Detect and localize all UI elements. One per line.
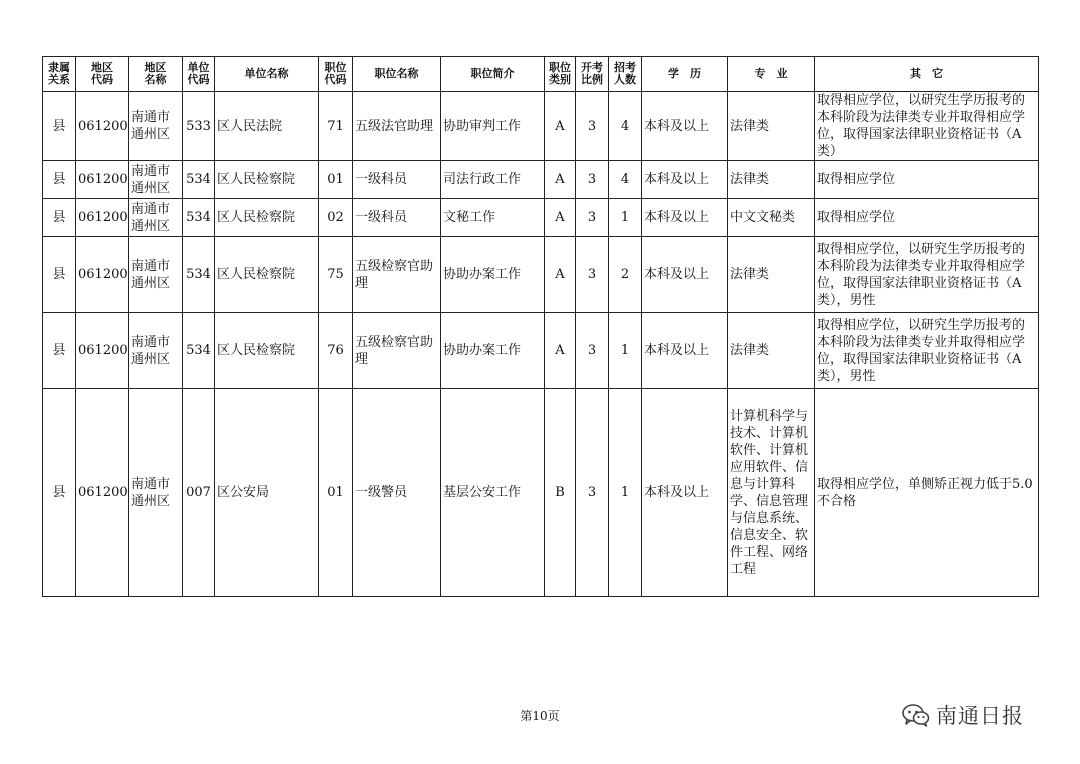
- cell-post-desc: 基层公安工作: [441, 389, 545, 597]
- cell-post-desc: 协助办案工作: [441, 313, 545, 389]
- cell-count: 1: [609, 389, 642, 597]
- cell-level: 县: [43, 161, 76, 199]
- column-header-unit-name: 单位名称: [215, 57, 319, 92]
- cell-education: 本科及以上: [642, 199, 728, 237]
- cell-unit-code: 007: [183, 389, 215, 597]
- cell-post-name: 五级检察官助理: [353, 237, 441, 313]
- job-table: [42, 56, 1039, 597]
- table-row: [43, 161, 1039, 199]
- cell-post-type: A: [545, 313, 576, 389]
- cell-post-code: 01: [319, 389, 353, 597]
- table-body: [43, 92, 1039, 597]
- column-header-post-type: 职位 类别: [545, 57, 576, 92]
- cell-region-name: 南通市通州区: [129, 161, 183, 199]
- cell-post-name: 一级科员: [353, 161, 441, 199]
- cell-ratio: 3: [576, 313, 609, 389]
- cell-other: 取得相应学位: [815, 199, 1039, 237]
- cell-other: 取得相应学位，单侧矫正视力低于5.0不合格: [815, 389, 1039, 597]
- cell-post-name: 一级警员: [353, 389, 441, 597]
- cell-unit-name: 区人民检察院: [215, 237, 319, 313]
- cell-post-type: A: [545, 161, 576, 199]
- cell-post-desc: 文秘工作: [441, 199, 545, 237]
- watermark-text: 南通日报: [936, 704, 1024, 728]
- cell-major: 中文文秘类: [728, 199, 815, 237]
- cell-level: 县: [43, 199, 76, 237]
- cell-count: 4: [609, 92, 642, 161]
- cell-region-code: 061200: [76, 199, 129, 237]
- cell-post-type: B: [545, 389, 576, 597]
- cell-education: 本科及以上: [642, 313, 728, 389]
- cell-post-desc: 司法行政工作: [441, 161, 545, 199]
- cell-other: 取得相应学位，以研究生学历报考的本科阶段为法律类专业并取得相应学位，取得国家法律职业资格证书（A类）: [815, 92, 1039, 161]
- cell-post-type: A: [545, 199, 576, 237]
- cell-count: 2: [609, 237, 642, 313]
- cell-count: 1: [609, 199, 642, 237]
- cell-post-code: 02: [319, 199, 353, 237]
- table-row: [43, 389, 1039, 597]
- cell-major: 法律类: [728, 161, 815, 199]
- cell-level: 县: [43, 237, 76, 313]
- cell-post-type: A: [545, 237, 576, 313]
- column-header-post-name: 职位名称: [353, 57, 441, 92]
- cell-education: 本科及以上: [642, 237, 728, 313]
- cell-unit-code: 534: [183, 313, 215, 389]
- column-header-major: 专 业: [728, 57, 815, 92]
- table-row: [43, 313, 1039, 389]
- page-number: 第10页: [520, 709, 560, 723]
- table-row: [43, 199, 1039, 237]
- cell-ratio: 3: [576, 161, 609, 199]
- cell-unit-name: 区人民检察院: [215, 313, 319, 389]
- column-header-level: 隶属 关系: [43, 57, 76, 92]
- cell-level: 县: [43, 313, 76, 389]
- cell-post-name: 五级法官助理: [353, 92, 441, 161]
- cell-region-code: 061200: [76, 92, 129, 161]
- cell-unit-code: 534: [183, 199, 215, 237]
- cell-major: 计算机科学与技术、计算机软件、计算机应用软件、信息与计算科学、信息管理与信息系统、信息安全、软件工程、网络工程: [728, 389, 815, 597]
- cell-unit-code: 533: [183, 92, 215, 161]
- cell-post-name: 一级科员: [353, 199, 441, 237]
- cell-ratio: 3: [576, 92, 609, 161]
- cell-post-code: 75: [319, 237, 353, 313]
- cell-post-code: 71: [319, 92, 353, 161]
- table-header-row: [43, 57, 1039, 92]
- cell-post-desc: 协助办案工作: [441, 237, 545, 313]
- cell-post-code: 76: [319, 313, 353, 389]
- column-header-unit-code: 单位 代码: [183, 57, 215, 92]
- cell-major: 法律类: [728, 313, 815, 389]
- cell-other: 取得相应学位，以研究生学历报考的本科阶段为法律类专业并取得相应学位，取得国家法律职业资格证书（A类），男性: [815, 313, 1039, 389]
- cell-ratio: 3: [576, 389, 609, 597]
- cell-count: 1: [609, 313, 642, 389]
- cell-level: 县: [43, 389, 76, 597]
- table-row: [43, 237, 1039, 313]
- cell-count: 4: [609, 161, 642, 199]
- cell-other: 取得相应学位: [815, 161, 1039, 199]
- cell-post-code: 01: [319, 161, 353, 199]
- cell-unit-code: 534: [183, 237, 215, 313]
- column-header-region-name: 地区 名称: [129, 57, 183, 92]
- column-header-count: 招考 人数: [609, 57, 642, 92]
- cell-education: 本科及以上: [642, 161, 728, 199]
- cell-unit-name: 区公安局: [215, 389, 319, 597]
- cell-region-name: 南通市通州区: [129, 313, 183, 389]
- cell-level: 县: [43, 92, 76, 161]
- cell-unit-code: 534: [183, 161, 215, 199]
- cell-region-code: 061200: [76, 161, 129, 199]
- table-row: [43, 92, 1039, 161]
- column-header-region-code: 地区 代码: [76, 57, 129, 92]
- column-header-ratio: 开考 比例: [576, 57, 609, 92]
- cell-region-code: 061200: [76, 389, 129, 597]
- column-header-post-code: 职位 代码: [319, 57, 353, 92]
- cell-region-name: 南通市通州区: [129, 199, 183, 237]
- cell-other: 取得相应学位，以研究生学历报考的本科阶段为法律类专业并取得相应学位，取得国家法律职业资格证书（A类），男性: [815, 237, 1039, 313]
- cell-post-type: A: [545, 92, 576, 161]
- cell-region-code: 061200: [76, 313, 129, 389]
- column-header-other: 其 它: [815, 57, 1039, 92]
- cell-ratio: 3: [576, 199, 609, 237]
- cell-major: 法律类: [728, 92, 815, 161]
- cell-unit-name: 区人民法院: [215, 92, 319, 161]
- cell-post-desc: 协助审判工作: [441, 92, 545, 161]
- cell-education: 本科及以上: [642, 92, 728, 161]
- cell-major: 法律类: [728, 237, 815, 313]
- column-header-education: 学 历: [642, 57, 728, 92]
- cell-region-name: 南通市通州区: [129, 389, 183, 597]
- cell-ratio: 3: [576, 237, 609, 313]
- column-header-post-desc: 职位简介: [441, 57, 545, 92]
- watermark: [902, 700, 1024, 730]
- cell-post-name: 五级检察官助理: [353, 313, 441, 389]
- cell-region-name: 南通市通州区: [129, 92, 183, 161]
- cell-unit-name: 区人民检察院: [215, 161, 319, 199]
- cell-region-code: 061200: [76, 237, 129, 313]
- cell-unit-name: 区人民检察院: [215, 199, 319, 237]
- wechat-icon: [902, 703, 930, 727]
- cell-region-name: 南通市通州区: [129, 237, 183, 313]
- cell-education: 本科及以上: [642, 389, 728, 597]
